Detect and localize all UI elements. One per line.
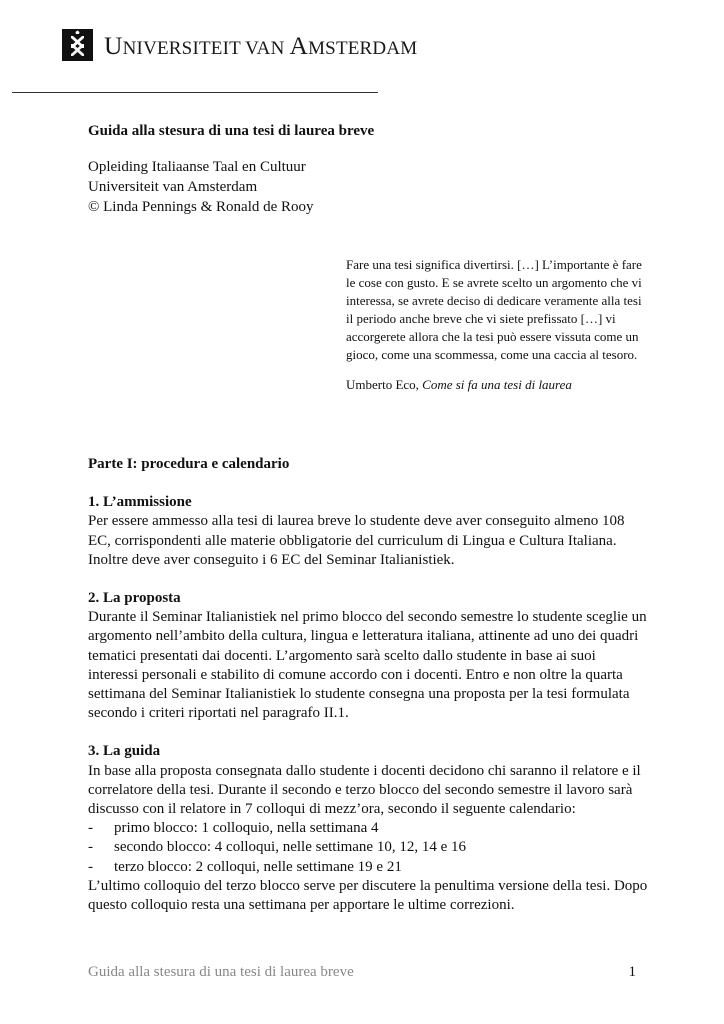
- schedule-list: [88, 819, 648, 877]
- epigraph-text: Fare una tesi significa divertirsi. […] L’importante è fare le cose con gusto. E se avrete scelto un argomento che vi interessa, se avrete deciso di dedicare veramente alla tesi il periodo anche breve che vi siete prefissato […] vi accorgerete allora che la tesi può essere vissuta come un gioco, come una scommessa, come una caccia al tesoro.: [346, 257, 642, 362]
- university-logo: [62, 29, 93, 61]
- part-title: Parte I: procedura e calendario: [88, 456, 290, 472]
- list-item: - primo blocco: 1 colloquio, nella settimana 4: [88, 819, 648, 838]
- section-body: In base alla proposta consegnata dallo studente i docenti decidono chi saranno il relatore e il correlatore della tesi. Durante il secondo e terzo blocco del secondo semestre il lavoro sarà discusso con il relatore in 7 colloqui di mezz’ora, secondo il seguente calendario:: [88, 762, 641, 818]
- section-heading: 3. La guida: [88, 743, 161, 760]
- section-ammissione: [88, 493, 648, 570]
- bullet-dash: -: [88, 820, 93, 837]
- section-body: Durante il Seminar Italianistiek nel primo blocco del secondo semestre lo studente sceglie un argomento nell’ambito della cultura, lingua e letteratura italiana, attinente ad uno dei quadri tematici presentati dai docenti. L’argomento sarà scelto dallo studente in base ai suoi interessi personali e stabilito di comune accordo con i docenti. Entro e non oltre la quarta settimana del Seminar Italianistiek lo studente consegna una proposta per la tesi formulata secondo i criteri riportati nel paragrafo II.1.: [88, 609, 647, 722]
- header-rule: [12, 92, 378, 93]
- epigraph: [346, 256, 646, 394]
- programme-name: Opleiding Italiaanse Taal en Cultuur: [88, 159, 306, 175]
- bullet-dash: -: [88, 839, 93, 856]
- footer-title: Guida alla stesura di una tesi di laurea breve: [88, 964, 354, 980]
- bullet-dash: -: [88, 858, 93, 875]
- university-name: UNIVERSITEIT VAN AMSTERDAM: [104, 31, 418, 60]
- section-heading: 2. La proposta: [88, 590, 181, 607]
- section-guida: [88, 742, 648, 915]
- list-item: - secondo blocco: 4 colloqui, nelle settimane 10, 12, 14 e 16: [88, 838, 648, 857]
- epigraph-attribution: Umberto Eco, Come si fa una tesi di laurea: [346, 377, 572, 392]
- document-title: Guida alla stesura di una tesi di laurea breve: [88, 123, 375, 139]
- section-proposta: [88, 589, 648, 723]
- page-number: 1: [628, 964, 636, 980]
- university-line: Universiteit van Amsterdam: [88, 178, 258, 195]
- main-content: [88, 455, 648, 915]
- copyright-line: © Linda Pennings & Ronald de Rooy: [88, 198, 314, 215]
- list-item: - terzo blocco: 2 colloqui, nelle settimane 19 e 21: [88, 858, 648, 877]
- document-meta: [88, 158, 314, 217]
- section-body: Per essere ammesso alla tesi di laurea breve lo studente deve aver conseguito almeno 108 EC, corrispondenti alle materie obbligatorie del curriculum di Lingua e Cultura Italiana. Inoltre deve aver conseguito i 6 EC del Seminar Italianistiek.: [88, 513, 625, 568]
- section-heading: 1. L’ammissione: [88, 494, 192, 511]
- section-closing: L’ultimo colloquio del terzo blocco serve per discutere la penultima versione della tesi. Dopo questo colloquio resta una settimana per apportare le ultime correzioni.: [88, 877, 648, 914]
